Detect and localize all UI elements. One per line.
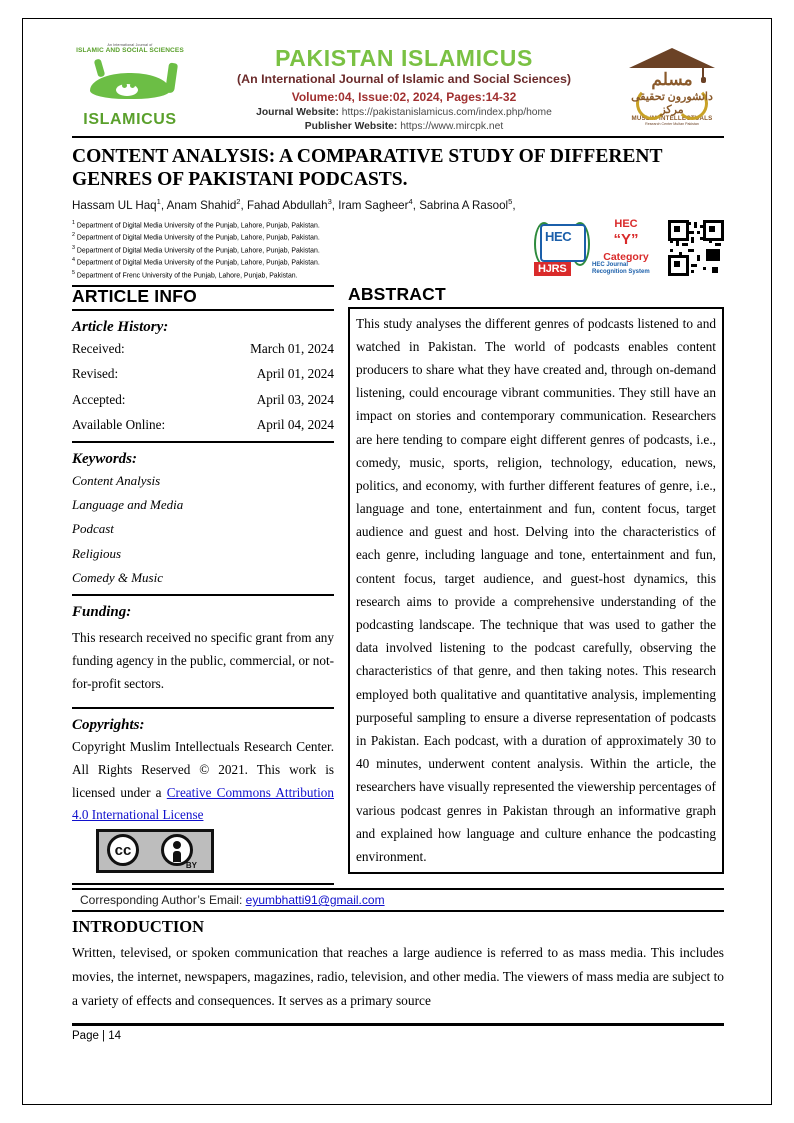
article-history-heading: Article History: [72, 318, 169, 335]
creative-commons-badge-icon [96, 829, 214, 873]
keywords-block [72, 443, 334, 596]
keywords-heading: Keywords: [72, 450, 137, 467]
graduation-cap-icon [629, 44, 715, 70]
qr-code-icon[interactable] [668, 220, 724, 276]
history-value: April 04, 2024 [256, 417, 334, 433]
author-list [72, 197, 724, 213]
mi-logo-arabic: مسلم [651, 70, 693, 89]
hec-grade: “Y” [613, 230, 639, 248]
history-label: Received: [72, 340, 125, 356]
keyword-item: Content Analysis [72, 472, 161, 488]
journal-masthead [72, 42, 724, 138]
islamicus-logo [72, 42, 188, 134]
article-body [72, 285, 724, 885]
publisher-website-row [192, 120, 616, 134]
islamicus-calligraphy-icon [82, 57, 178, 111]
copyrights-block [72, 709, 334, 885]
affiliation-item: $^4$ Department of Digital Media University of the Punjab, Lahore, Punjab, Pakistan. [72, 257, 320, 267]
affiliation-list [72, 218, 496, 281]
history-value: April 01, 2024 [256, 366, 334, 382]
history-label: Available Online: [72, 417, 166, 433]
history-row [72, 418, 334, 433]
cc-circle-icon: cc [107, 834, 139, 866]
author-0: Hassam UL Haq$^1$, [72, 197, 167, 213]
corresponding-author-bar [72, 888, 724, 912]
abstract-text: This study analyses the different genres of podcasts listened to and watched in Pakistan. The world of podcasts enables content producers to share what they have created and, through on-demand listening, could encourage vibrant communities. They still have an impact on stories and contemporary communication. Researchers are here tending to compare eight different genres of podcasts, i.e., comedy, music, sports, religion, technology, education, news, politics, and economy, with further different features of genre, i.e., language and tone, entertainment and fun, content focus, target audience and guest and host. Delving into the characteristics of each genre, including language and tone, entertainment and fun, content focus, target audience, and guest-host dynamics, this research aims to provide a comprehensive understanding of the podcasting landscape. The technique that was used to gather the data involved listening to the podcast carefully, observing the characteristics of that genre, and then taking notes. This research employed both qualitative and quantitative analysis, implementing purposeful sampling to ensure a diverse representation of podcasts in Pakistan. Each podcast, with a duration of approximately 30 to 40 minutes, underwent content analysis. Within the article, the researchers have visually represented the viewership percentages of various podcast genres in Pakistan through an informative graph and explained how language and culture enhance the podcasting environment. [356, 315, 716, 864]
introduction-text: Written, televised, or spoken communication that reaches a large audience is referred to as mass media. This includes movies, the internet, newspapers, magazines, radio, television, and other media. The viewers of mass media are subject to a variety of effects and consequences. It serves as a primary source [72, 945, 724, 1008]
hec-seal-text: HEC [545, 228, 572, 244]
hec-label: HEC [614, 217, 638, 230]
article-info-heading: ARTICLE INFO [72, 285, 334, 310]
affiliation-item: $^2$ Department of Digital Media University of the Punjab, Lahore, Punjab, Pakistan. [72, 232, 320, 242]
history-label: Revised: [72, 366, 119, 382]
copyright-text [72, 736, 334, 827]
copyright-statement: Copyright Muslim Intellectuals Research Center. All Rights Reserved © 2021. This work is licensed under a [72, 739, 334, 800]
affiliation-item: $^1$ Department of Digital Media University of the Punjab, Lahore, Punjab, Pakistan. [72, 219, 320, 230]
funding-heading: Funding: [72, 604, 132, 621]
hec-category-label: Category [603, 250, 649, 263]
creative-commons-license-link[interactable]: Creative Commons Attribution 4.0 International License [72, 784, 334, 823]
mi-logo-arabic-small: دانشورون تحقیقی مرکز [631, 91, 713, 116]
article-history-block [72, 311, 334, 443]
masthead-center [188, 42, 620, 134]
history-label: Accepted: [72, 391, 126, 407]
muslim-intellectuals-logo [620, 42, 724, 134]
mi-logo-name: MUSLIM INTELLECTUALS [631, 115, 713, 122]
publisher-website-url[interactable]: https://www.mircpk.net [400, 121, 504, 133]
journal-website-label: Journal Website: [256, 107, 339, 119]
history-value: March 01, 2024 [250, 340, 334, 356]
keyword-item: Religious [72, 545, 122, 561]
author-3: Iram Sagheer$^4$, [338, 197, 420, 213]
copyrights-heading: Copyrights: [72, 717, 145, 734]
recognition-badges [496, 218, 724, 277]
author-1: Anam Shahid$^2$, [166, 197, 247, 213]
history-row [72, 393, 334, 408]
author-2: Fahad Abdullah$^3$, [246, 197, 339, 213]
hjrs-label: HJRS [534, 262, 571, 276]
keyword-item: Comedy & Music [72, 569, 163, 585]
abstract-box [348, 307, 724, 875]
history-value: April 03, 2024 [256, 391, 334, 407]
funding-block [72, 596, 334, 709]
introduction-heading: INTRODUCTION [72, 917, 205, 937]
affiliation-item: $^3$ Department of Digital Media University of the Punjab, Lahore, Punjab, Pakistan. [72, 244, 320, 255]
laurel-wreath-icon [630, 87, 714, 115]
journal-subtitle: (An International Journal of Islamic and Social Sciences) [237, 72, 571, 87]
history-row [72, 342, 334, 357]
author-4: Sabrina A Rasool$^5$, [419, 197, 516, 213]
affiliation-badge-row [72, 218, 724, 281]
abstract-heading: ABSTRACT [348, 284, 446, 305]
keyword-item: Podcast [72, 521, 114, 537]
corresponding-author-label: Corresponding Author’s Email: [80, 893, 243, 908]
journal-website-url[interactable]: https://pakistanislamicus.com/index.php/home [341, 107, 552, 119]
journal-volume-line: Volume:04, Issue:02, 2024, Pages:14-32 [291, 89, 517, 104]
hec-seal-icon [534, 220, 590, 264]
islamicus-wordmark: ISLAMICUS [83, 111, 177, 128]
history-row [72, 367, 334, 382]
islamicus-logo-tagline: An International Journal of [107, 43, 153, 47]
hec-grade-block [594, 218, 658, 248]
page-content [72, 42, 724, 1042]
affiliation-item: $^5$ Department of Frenc University of the Punjab, Lahore, Punjab, Pakistan. [72, 269, 298, 280]
page-title: CONTENT ANALYSIS: A COMPARATIVE STUDY OF DIFFERENT GENRES OF PAKISTANI PODCASTS. [72, 146, 663, 191]
hec-hjrs-badge [534, 218, 662, 276]
article-info-column [72, 285, 340, 885]
keyword-item: Language and Media [72, 496, 184, 512]
islamicus-logo-subtitle: ISLAMIC AND SOCIAL SCIENCES [76, 47, 184, 55]
cc-by-label: BY [185, 861, 197, 871]
journal-title: PAKISTAN ISLAMICUS [275, 45, 533, 71]
abstract-column [340, 285, 724, 885]
hjrs-full-label: HEC Journal Recognition System [592, 262, 650, 276]
mi-logo-sub: Research Center Multan Pakistan [645, 122, 699, 127]
corresponding-author-email[interactable]: eyumbhatti91@gmail.com [245, 893, 385, 908]
journal-website-row [192, 106, 616, 120]
publisher-website-label: Publisher Website: [304, 121, 398, 133]
page-number: Page | 14 [72, 1029, 122, 1042]
funding-text: This research received no specific grant from any funding agency in the public, commercial, or not-for-profit sectors. [72, 630, 334, 691]
